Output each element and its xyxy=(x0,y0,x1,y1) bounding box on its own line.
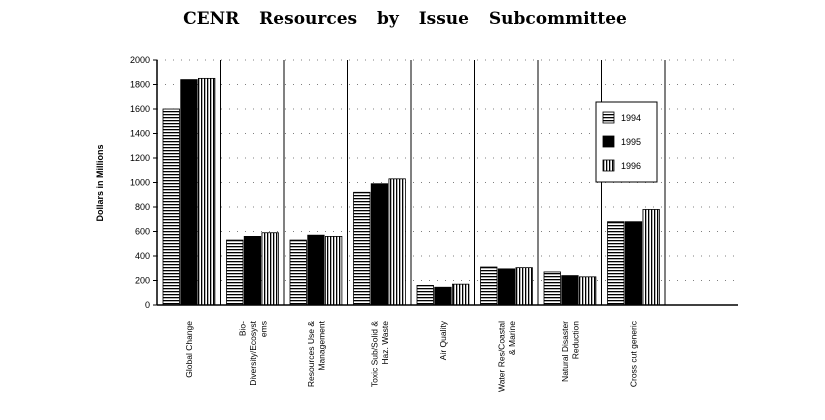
bar-1994-1 xyxy=(227,240,244,305)
y-tick-label-400: 400 xyxy=(134,251,150,261)
bar-1996-6 xyxy=(579,277,596,305)
legend-swatch-1995 xyxy=(603,136,614,147)
category-label-4 xyxy=(438,320,448,360)
y-tick-label-2000: 2000 xyxy=(129,55,150,65)
legend-label-1995: 1995 xyxy=(621,137,642,147)
category-label-line: Management xyxy=(316,321,327,371)
category-label-line: Diversity/Ecosyst xyxy=(247,321,258,386)
bar-1995-3 xyxy=(371,184,388,305)
bar-1994-0 xyxy=(163,109,180,305)
y-tick-label-800: 800 xyxy=(134,202,150,212)
bar-1995-7 xyxy=(625,222,642,305)
category-label-line: Toxic Sub/Solid & xyxy=(369,321,380,388)
category-label-line: & Marine xyxy=(506,321,517,356)
bar-1994-7 xyxy=(608,222,625,305)
bar-1994-2 xyxy=(290,240,307,305)
category-label-5 xyxy=(496,321,517,392)
bar-1994-5 xyxy=(481,267,498,305)
y-tick-label-1800: 1800 xyxy=(129,79,150,90)
bar-1995-5 xyxy=(498,269,515,305)
legend-label-1994: 1994 xyxy=(621,113,642,123)
category-label-line: Haz. Waste xyxy=(379,321,390,365)
category-label-line: Water Res/Coastal xyxy=(496,321,507,393)
y-tick-label-600: 600 xyxy=(134,226,150,237)
chart-title: CENR Resources by Issue Subcommittee xyxy=(183,9,627,29)
y-tick-label-1600: 1600 xyxy=(129,104,150,114)
category-label-6 xyxy=(560,321,581,382)
category-label-line: ems xyxy=(258,321,269,338)
bar-1996-2 xyxy=(325,236,342,305)
bar-1994-3 xyxy=(354,192,371,305)
y-tick-label-1200: 1200 xyxy=(129,153,150,163)
y-tick-label-0: 0 xyxy=(144,300,150,310)
category-label-line: Resources Use & xyxy=(305,321,316,388)
y-axis-label: Dollars in Millions xyxy=(95,144,105,222)
y-tick-label-200: 200 xyxy=(134,275,150,286)
category-label-7 xyxy=(628,320,638,387)
bar-1996-0 xyxy=(198,78,215,305)
bar-1995-6 xyxy=(562,276,579,305)
category-label-line: Global Change xyxy=(183,321,194,378)
bar-1996-4 xyxy=(452,284,469,305)
category-label-2 xyxy=(306,320,327,387)
legend-swatch-1994 xyxy=(603,112,614,123)
category-label-line: Air Quality xyxy=(437,321,448,361)
bar-1995-4 xyxy=(435,287,452,305)
bar-1995-1 xyxy=(244,236,261,305)
category-label-line: Cross cut generic xyxy=(628,321,639,388)
legend xyxy=(596,102,657,182)
y-tick-label-1400: 1400 xyxy=(129,128,150,139)
category-label-line: Natural Disaster xyxy=(559,321,570,382)
legend-label-1996: 1996 xyxy=(621,161,642,171)
category-labels xyxy=(184,320,639,392)
category-label-0 xyxy=(184,321,194,378)
category-label-3 xyxy=(369,321,390,387)
category-label-line: Bio- xyxy=(237,321,248,337)
bar-1996-1 xyxy=(262,233,279,305)
bar-1995-2 xyxy=(308,235,325,305)
bar-1994-4 xyxy=(417,285,434,305)
bar-1996-3 xyxy=(389,179,406,305)
y-tick-label-1000: 1000 xyxy=(129,177,150,188)
bar-1994-6 xyxy=(544,272,561,305)
category-label-1 xyxy=(237,320,268,385)
category-label-line: Reduction xyxy=(570,321,581,360)
legend-swatch-1996 xyxy=(603,160,614,171)
bar-1996-5 xyxy=(516,268,533,305)
bar-1996-7 xyxy=(643,209,660,305)
bar-1995-0 xyxy=(181,80,198,305)
